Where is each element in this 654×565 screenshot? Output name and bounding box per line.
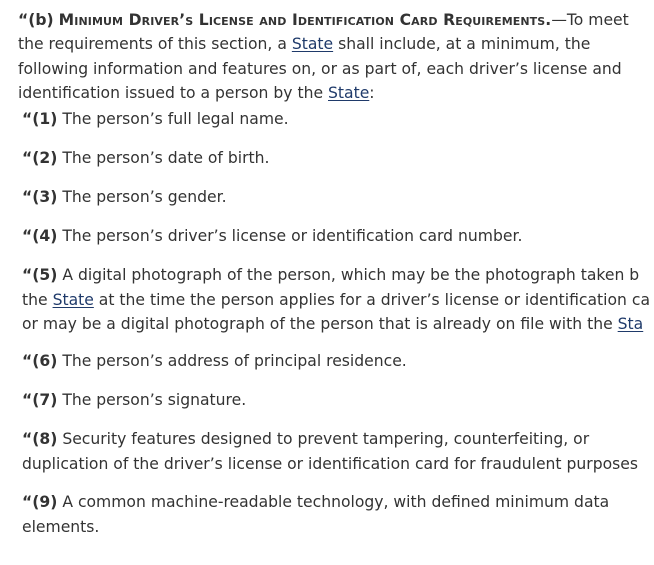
- list-item: [22, 263, 650, 337]
- list-item: [22, 388, 246, 413]
- item-line: [22, 490, 609, 515]
- item-number: “(3): [22, 188, 58, 206]
- item-number: “(8): [22, 430, 58, 448]
- heading-dash: —: [551, 11, 567, 29]
- item-text: elements.: [22, 517, 100, 536]
- list-item: [22, 107, 289, 132]
- item-text: The person’s full legal name.: [57, 110, 289, 128]
- item-text: at the time the person applies for a driver’s license or identification ca: [93, 290, 650, 309]
- state-link[interactable]: State: [328, 83, 370, 102]
- item-text: The person’s gender.: [57, 188, 227, 206]
- item-text: The person’s signature.: [57, 391, 247, 409]
- item-number: “(5): [22, 266, 58, 284]
- list-item: [22, 185, 227, 210]
- state-link[interactable]: Sta: [617, 315, 644, 333]
- item-text: Security features designed to prevent tampering, counterfeiting, or: [57, 430, 590, 448]
- section-label: “(b): [18, 11, 54, 29]
- item-line: [22, 288, 650, 313]
- item-line: [22, 263, 650, 288]
- list-item: [22, 349, 407, 374]
- list-item: [22, 146, 269, 171]
- document-body: [18, 8, 654, 105]
- state-link[interactable]: State: [291, 35, 334, 54]
- item-text: duplication of the driver’s license or identification card for fraudulent purposes: [22, 454, 638, 473]
- item-number: “(2): [22, 149, 58, 167]
- state-link[interactable]: State: [52, 290, 94, 309]
- item-text: The person’s driver’s license or identification card number.: [57, 227, 523, 245]
- item-line: [22, 427, 638, 452]
- item-text: The person’s address of principal residence.: [57, 352, 407, 370]
- list-item: [22, 490, 609, 539]
- item-number: “(6): [22, 352, 58, 370]
- item-number: “(4): [22, 227, 58, 245]
- list-item: [22, 427, 638, 476]
- intro-text-2: shall include, at a minimum, the following information and features on, or as part of, each driver’s license and identification issued to a person by the: [18, 35, 622, 102]
- section-b-intro: [18, 8, 630, 105]
- item-line: [22, 515, 609, 540]
- item-number: “(1): [22, 110, 58, 128]
- item-line: [22, 312, 650, 337]
- item-text: The person’s date of birth.: [57, 149, 270, 167]
- item-text: or may be a digital photograph of the person that is already on file with the: [22, 315, 618, 333]
- section-heading: Minimum Driver’s License and Identification Card Requirements.: [58, 11, 552, 29]
- item-text: the: [22, 290, 53, 309]
- item-line: [22, 452, 638, 477]
- list-item: [22, 224, 522, 249]
- item-text: A common machine-readable technology, with defined minimum data: [57, 493, 610, 511]
- intro-text-3: :: [369, 83, 375, 102]
- item-number: “(7): [22, 391, 58, 409]
- intro-text-1: To meet the requirements of this section, a: [18, 11, 629, 54]
- item-text: A digital photograph of the person, which may be the photograph taken b: [57, 266, 640, 284]
- item-number: “(9): [22, 493, 58, 511]
